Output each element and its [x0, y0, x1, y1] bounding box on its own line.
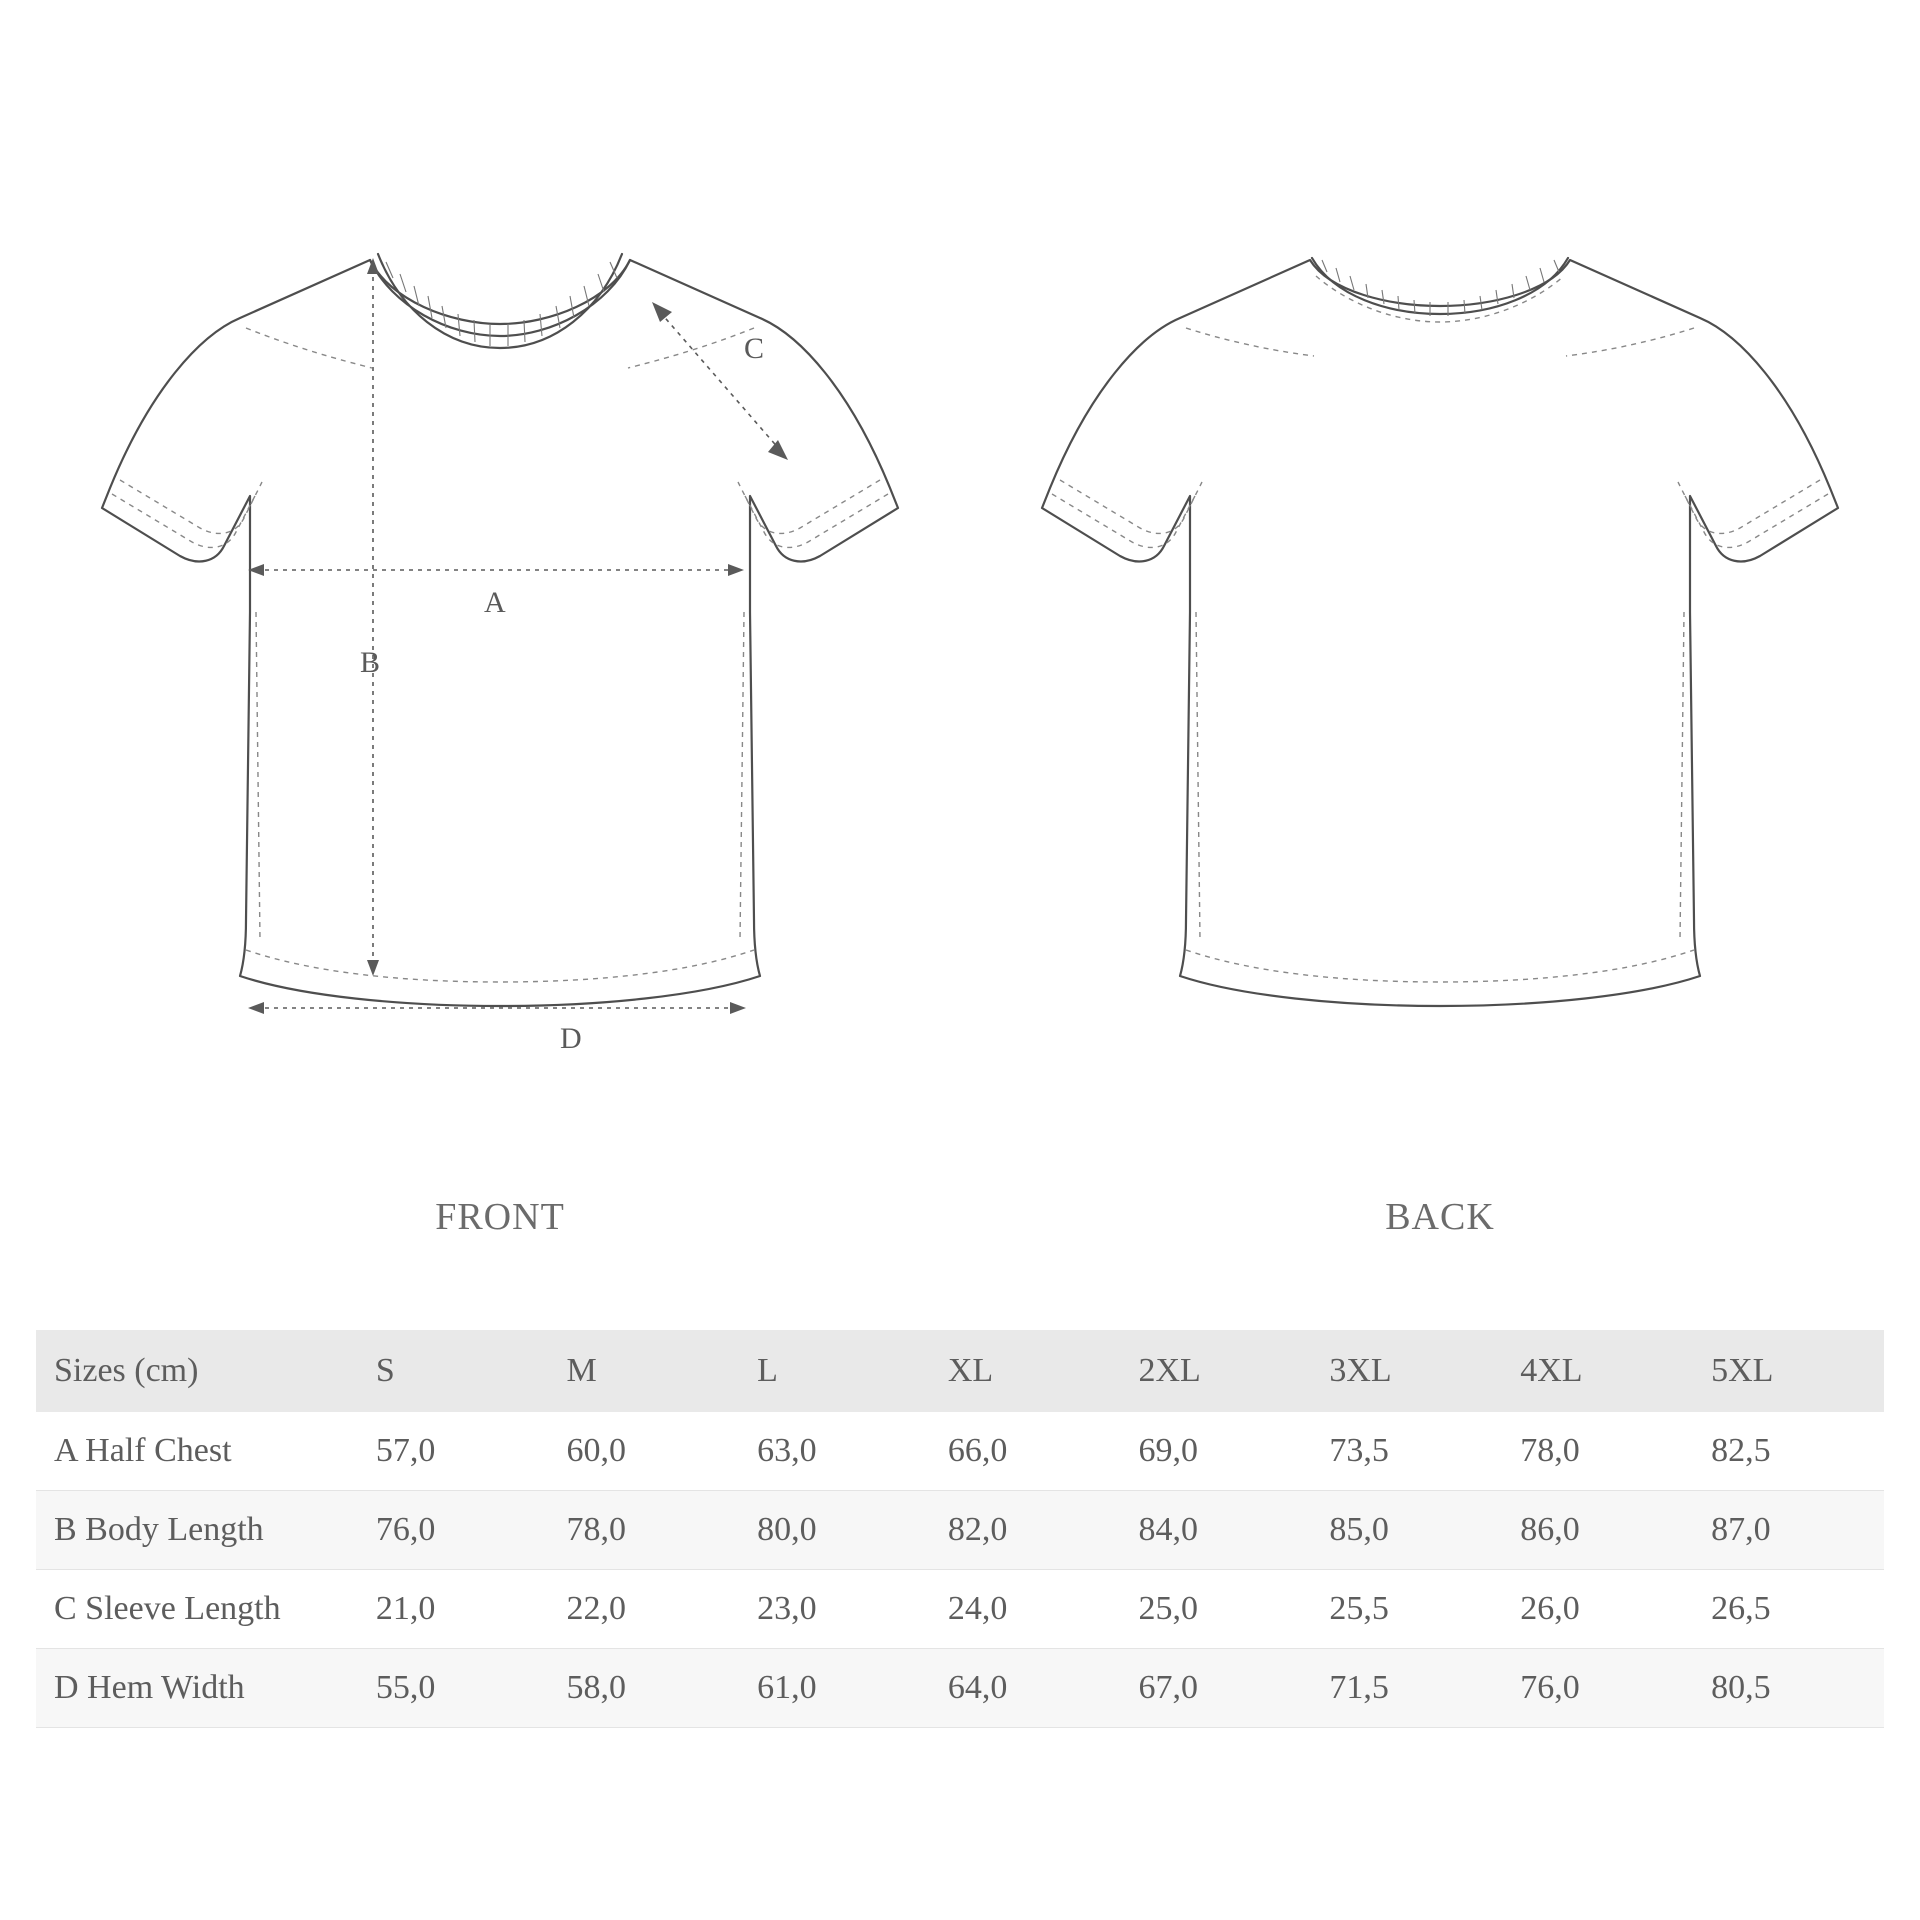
cell-sleeve-length-3xl: 25,5: [1311, 1570, 1502, 1649]
cell-half-chest-l: 63,0: [739, 1412, 930, 1491]
cell-body-length-5xl: 87,0: [1693, 1491, 1884, 1570]
header-size-3xl: 3XL: [1311, 1330, 1502, 1412]
size-table-body: [36, 1412, 1884, 1728]
cell-hem-width-s: 55,0: [358, 1649, 549, 1728]
cell-sleeve-length-m: 22,0: [549, 1570, 740, 1649]
header-size-m: M: [549, 1330, 740, 1412]
table-header-row: [36, 1330, 1884, 1412]
row-label-hem-width: D Hem Width: [36, 1649, 358, 1728]
cell-sleeve-length-xl: 24,0: [930, 1570, 1121, 1649]
dimension-c-label: C: [744, 332, 765, 365]
dimension-c: [652, 302, 788, 460]
cell-body-length-m: 78,0: [549, 1491, 740, 1570]
cell-sleeve-length-s: 21,0: [358, 1570, 549, 1649]
cell-half-chest-5xl: 82,5: [1693, 1412, 1884, 1491]
cell-sleeve-length-4xl: 26,0: [1502, 1570, 1693, 1649]
cell-body-length-xl: 82,0: [930, 1491, 1121, 1570]
tshirt-back-svg: [1000, 240, 1880, 1170]
cell-hem-width-5xl: 80,5: [1693, 1649, 1884, 1728]
dimension-b-label: B: [360, 646, 381, 679]
table-row: [36, 1649, 1884, 1728]
cell-hem-width-2xl: 67,0: [1120, 1649, 1311, 1728]
cell-half-chest-2xl: 69,0: [1120, 1412, 1311, 1491]
table-row: [36, 1570, 1884, 1649]
front-view-caption: FRONT: [435, 1196, 565, 1238]
cell-sleeve-length-2xl: 25,0: [1120, 1570, 1311, 1649]
cell-body-length-3xl: 85,0: [1311, 1491, 1502, 1570]
header-size-l: L: [739, 1330, 930, 1412]
table-row: [36, 1491, 1884, 1570]
cell-hem-width-m: 58,0: [549, 1649, 740, 1728]
cell-body-length-s: 76,0: [358, 1491, 549, 1570]
cell-half-chest-4xl: 78,0: [1502, 1412, 1693, 1491]
cell-body-length-l: 80,0: [739, 1491, 930, 1570]
size-table-wrapper: [36, 1330, 1884, 1728]
cell-hem-width-3xl: 71,5: [1311, 1649, 1502, 1728]
cell-half-chest-s: 57,0: [358, 1412, 549, 1491]
size-table: [36, 1330, 1884, 1728]
header-size-2xl: 2XL: [1120, 1330, 1311, 1412]
header-size-4xl: 4XL: [1502, 1330, 1693, 1412]
header-sizes: Sizes (cm): [36, 1330, 358, 1412]
dimension-a: [248, 564, 744, 619]
cell-half-chest-3xl: 73,5: [1311, 1412, 1502, 1491]
cell-body-length-4xl: 86,0: [1502, 1491, 1693, 1570]
header-size-5xl: 5XL: [1693, 1330, 1884, 1412]
tshirt-front-illustration: [60, 240, 940, 1170]
row-label-half-chest: A Half Chest: [36, 1412, 358, 1491]
cell-hem-width-l: 61,0: [739, 1649, 930, 1728]
table-row: [36, 1412, 1884, 1491]
back-view-caption: BACK: [1385, 1196, 1495, 1238]
cell-half-chest-xl: 66,0: [930, 1412, 1121, 1491]
row-label-body-length: B Body Length: [36, 1491, 358, 1570]
cell-half-chest-m: 60,0: [549, 1412, 740, 1491]
cell-sleeve-length-l: 23,0: [739, 1570, 930, 1649]
tshirt-front-svg: [60, 240, 940, 1170]
tshirt-back-illustration: [1000, 240, 1880, 1170]
row-label-sleeve-length: C Sleeve Length: [36, 1570, 358, 1649]
cell-hem-width-xl: 64,0: [930, 1649, 1121, 1728]
header-size-xl: XL: [930, 1330, 1121, 1412]
cell-hem-width-4xl: 76,0: [1502, 1649, 1693, 1728]
cell-sleeve-length-5xl: 26,5: [1693, 1570, 1884, 1649]
header-size-s: S: [358, 1330, 549, 1412]
dimension-d: [248, 1002, 746, 1055]
dimension-a-label: A: [484, 586, 506, 619]
size-table-head: [36, 1330, 1884, 1412]
cell-body-length-2xl: 84,0: [1120, 1491, 1311, 1570]
dimension-d-label: D: [560, 1022, 582, 1055]
